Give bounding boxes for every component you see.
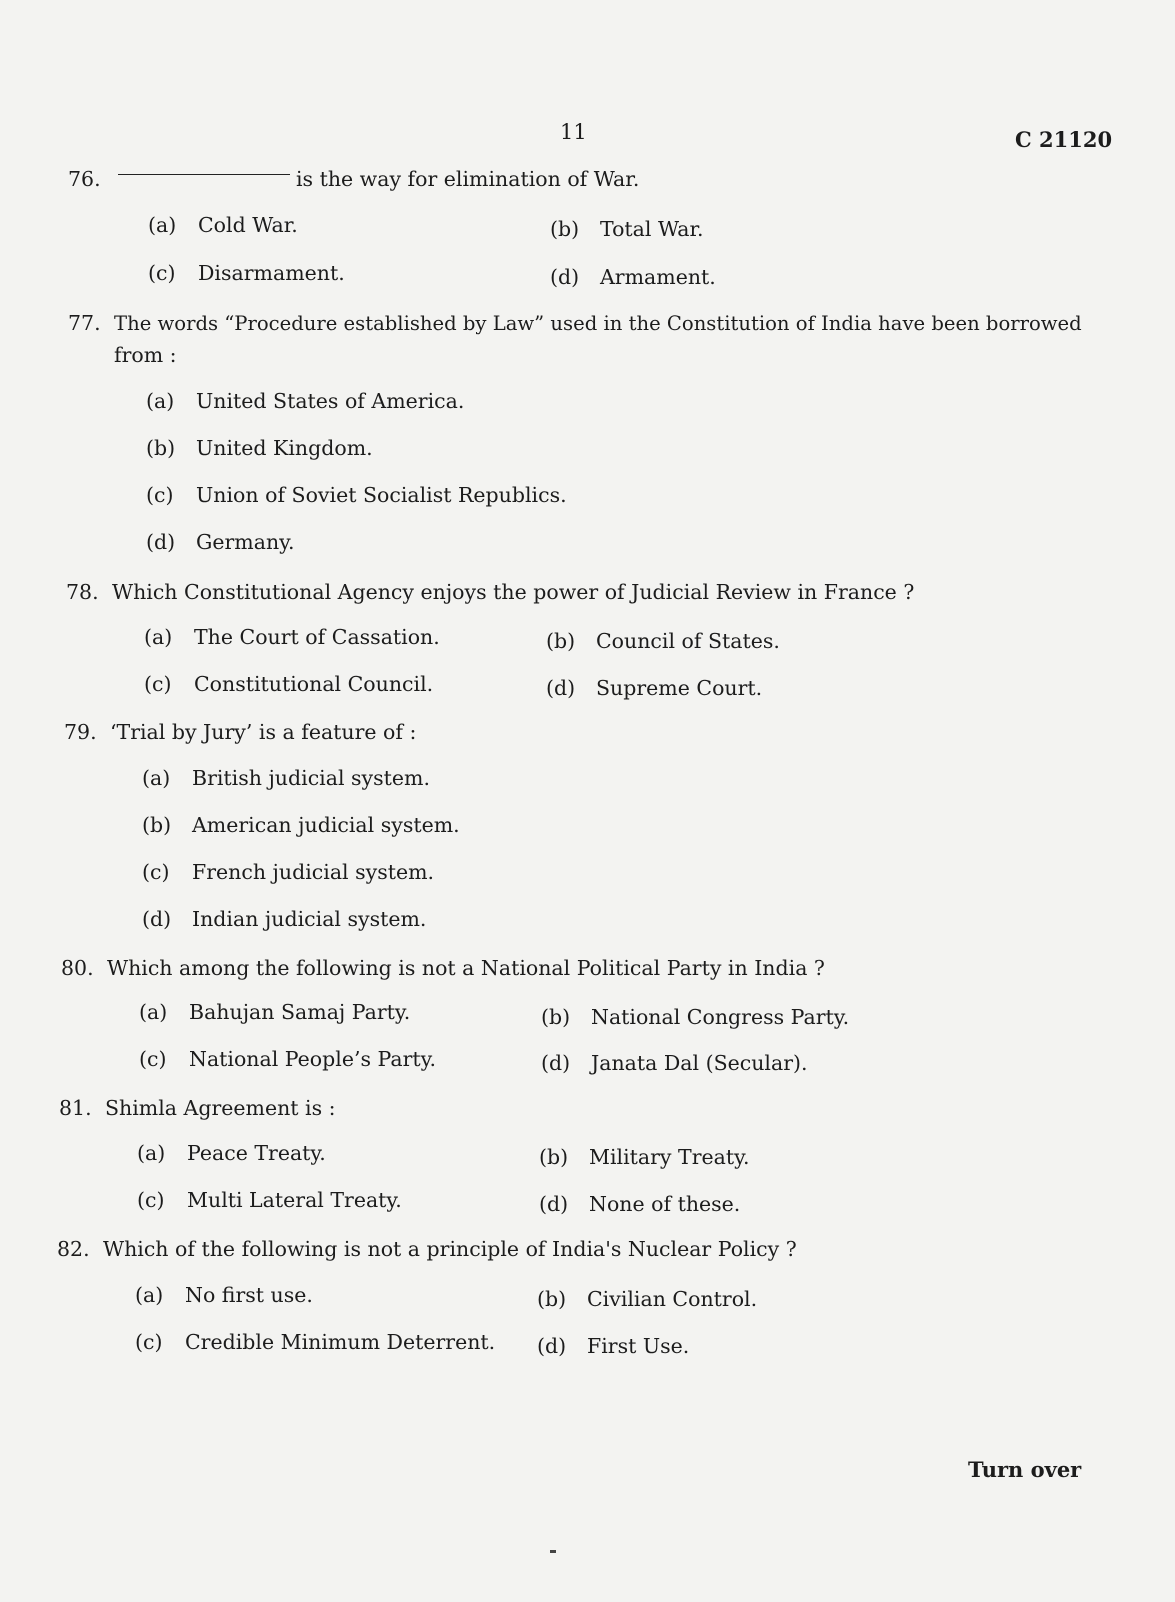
option-81d: (d) None of these. (539, 1192, 741, 1216)
turn-over-note: Turn over (968, 1457, 1082, 1482)
option-78d: (d) Supreme Court. (546, 676, 763, 700)
option-76b: (b) Total War. (550, 217, 704, 241)
question-number: 77. (68, 311, 101, 335)
option-78c: (c) Constitutional Council. (144, 672, 434, 696)
option-82a: (a) No first use. (135, 1283, 313, 1307)
question-text: ‘Trial by Jury’ is a feature of : (110, 720, 417, 744)
question-text: Which of the following is not a principle of India's Nuclear Policy ? (103, 1237, 797, 1261)
scan-mark (550, 1550, 556, 1553)
question-79 (64, 716, 1124, 750)
question-text: The words “Procedure established by Law” used in the Constitution of India have been borrowed (114, 312, 1082, 335)
question-76 (68, 163, 1118, 197)
option-77d: (d) Germany. (146, 530, 295, 554)
option-79d: (d) Indian judicial system. (142, 907, 427, 931)
option-77c: (c) Union of Soviet Socialist Republics. (146, 483, 567, 507)
option-79a: (a) British judicial system. (142, 766, 430, 790)
question-number: 80. (61, 956, 94, 980)
option-80c: (c) National People’s Party. (139, 1047, 437, 1071)
page-number: 11 (560, 120, 587, 144)
question-number: 78. (66, 580, 99, 604)
option-80a: (a) Bahujan Samaj Party. (139, 1000, 411, 1024)
option-79b: (b) American judicial system. (142, 813, 460, 837)
question-81 (59, 1092, 1119, 1126)
option-76a: (a) Cold War. (148, 213, 298, 237)
question-number: 76. (68, 167, 101, 191)
question-text: Which Constitutional Agency enjoys the power of Judicial Review in France ? (112, 580, 915, 604)
option-82c: (c) Credible Minimum Deterrent. (135, 1330, 496, 1354)
option-81c: (c) Multi Lateral Treaty. (137, 1188, 402, 1212)
option-80d: (d) Janata Dal (Secular). (541, 1051, 808, 1075)
question-80 (61, 952, 1121, 986)
question-number: 79. (64, 720, 97, 744)
option-76d: (d) Armament. (550, 265, 716, 289)
question-text-continued: from : (114, 343, 177, 367)
question-text: Shimla Agreement is : (105, 1096, 336, 1120)
option-76c: (c) Disarmament. (148, 261, 345, 285)
paper-code: C 21120 (1015, 127, 1113, 152)
question-77 (68, 307, 1128, 373)
question-78 (66, 576, 1126, 610)
option-78b: (b) Council of States. (546, 629, 780, 653)
question-82 (57, 1233, 1117, 1267)
option-79c: (c) French judicial system. (142, 860, 435, 884)
option-81a: (a) Peace Treaty. (137, 1141, 326, 1165)
question-number: 81. (59, 1096, 92, 1120)
question-text: is the way for elimination of War. (118, 163, 639, 196)
option-80b: (b) National Congress Party. (541, 1005, 850, 1029)
question-number: 82. (57, 1237, 90, 1261)
option-77a: (a) United States of America. (146, 389, 465, 413)
question-text: Which among the following is not a National Political Party in India ? (107, 956, 825, 980)
fill-in-blank (118, 174, 290, 175)
option-81b: (b) Military Treaty. (539, 1145, 750, 1169)
option-78a: (a) The Court of Cassation. (144, 625, 440, 649)
option-77b: (b) United Kingdom. (146, 436, 373, 460)
option-82b: (b) Civilian Control. (537, 1287, 758, 1311)
option-82d: (d) First Use. (537, 1334, 690, 1358)
